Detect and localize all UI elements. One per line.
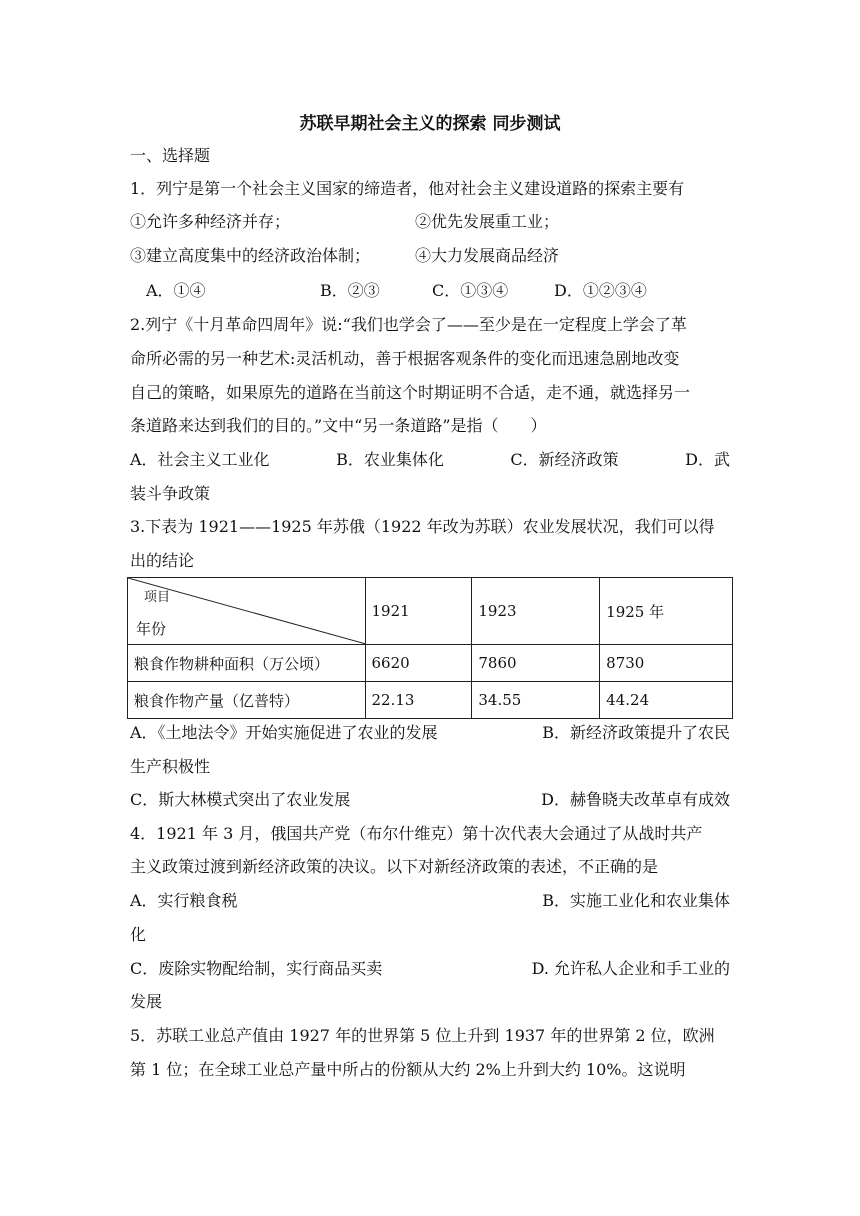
- q2-option-d: D．武: [685, 450, 730, 469]
- q4-line-2: 主义政策过渡到新经济政策的决议。以下对新经济政策的表述，不正确的是: [130, 857, 659, 876]
- q3-option-a: A．《土地法令》开始实施促进了农业的发展: [130, 723, 438, 742]
- table-row-label: 粮食作物产量（亿普特）: [128, 682, 366, 719]
- q4-option-b: B．实施工业化和农业集体: [542, 891, 730, 910]
- q2-option-b: B．农业集体化: [336, 450, 444, 469]
- q3-options-row-2: [130, 790, 730, 810]
- q2-option-c: C．新经济政策: [510, 450, 619, 469]
- q4-option-d-continued: 发展: [130, 992, 163, 1011]
- table-cell: 34.55: [472, 682, 600, 719]
- table-year-cell: 1923: [472, 578, 600, 645]
- q4-option-d: D. 允许私人企业和手工业的: [531, 959, 730, 978]
- q3-option-d: D．赫鲁晓夫改革卓有成效: [541, 790, 730, 809]
- q5-line-2: 第 1 位；在全球工业总产量中所占的份额从大约 2%上升到大约 10%。这说明: [130, 1060, 686, 1079]
- table-header-item: 项目: [144, 590, 171, 605]
- q1-option-c: C．①③④: [432, 281, 509, 300]
- table-row: [128, 682, 733, 719]
- q4-option-a: A．实行粮食税: [130, 891, 238, 910]
- q3-line-1: 3.下表为 1921——1925 年苏俄（1922 年改为苏联）农业发展状况，我们可以得: [130, 517, 715, 536]
- q4-line-1: 4．1921 年 3 月，俄国共产党（布尔什维克）第十次代表大会通过了从战时共产: [130, 824, 703, 843]
- q4-options-row-1: [130, 891, 730, 911]
- table-corner-cell: [128, 578, 366, 645]
- q2-option-d-continued: 装斗争政策: [130, 484, 211, 503]
- table-header-year: 年份: [136, 620, 167, 638]
- q1-option-a: A．①④: [146, 281, 206, 300]
- q1-item-4: ④大力发展商品经济: [415, 246, 560, 265]
- table-cell: 7860: [472, 645, 600, 682]
- q4-option-c: C．废除实物配给制，实行商品买卖: [130, 959, 383, 978]
- q2-line-1: 2.列宁《十月革命四周年》说:“我们也学会了——至少是在一定程度上学会了革: [130, 315, 687, 334]
- section-heading: 一、选择题: [130, 146, 211, 165]
- q3-options-row-1: [130, 723, 730, 743]
- q3-data-table: [127, 577, 733, 719]
- q3-option-b: B．新经济政策提升了农民: [542, 723, 730, 742]
- table-cell: 44.24: [600, 682, 733, 719]
- q2-option-a: A．社会主义工业化: [130, 450, 270, 469]
- q3-option-b-continued: 生产积极性: [130, 757, 211, 776]
- q3-option-c: C．斯大林模式突出了农业发展: [130, 790, 351, 809]
- table-row-label: 粮食作物耕种面积（万公顷）: [128, 645, 366, 682]
- table-row: [128, 645, 733, 682]
- q4-option-b-continued: 化: [130, 925, 147, 944]
- table-cell: 22.13: [365, 682, 472, 719]
- q1-option-b: B．②③: [320, 281, 380, 300]
- q1-option-d: D．①②③④: [554, 281, 647, 300]
- q5-line-1: 5．苏联工业总产值由 1927 年的世界第 5 位上升到 1937 年的世界第 2 位，欧洲: [130, 1026, 715, 1045]
- table-year-cell: 1921: [365, 578, 472, 645]
- q1-item-1: ①允许多种经济并存；: [130, 212, 291, 231]
- table-cell: 8730: [600, 645, 733, 682]
- q1-item-2: ②优先发展重工业；: [415, 212, 560, 231]
- page-title: 苏联早期社会主义的探索 同步测试: [299, 114, 561, 134]
- q1-stem: 1．列宁是第一个社会主义国家的缔造者，他对社会主义建设道路的探索主要有: [130, 179, 685, 198]
- q2-options: [130, 450, 730, 470]
- q2-line-4: 条道路来达到我们的目的。”文中“另一条道路”是指（ ）: [130, 416, 547, 435]
- q1-item-3: ③建立高度集中的经济政治体制；: [130, 246, 371, 265]
- q4-options-row-2: [130, 959, 730, 979]
- table-cell: 6620: [365, 645, 472, 682]
- q2-line-2: 命所必需的另一种艺术:灵活机动，善于根据客观条件的变化而迅速急剧地改变: [130, 349, 680, 368]
- table-year-cell: 1925 年: [600, 578, 733, 645]
- table-header-row: [128, 578, 733, 645]
- q3-line-2: 出的结论: [130, 551, 195, 570]
- q2-line-3: 自己的策略，如果原先的道路在当前这个时期证明不合适，走不通，就选择另一: [130, 383, 691, 402]
